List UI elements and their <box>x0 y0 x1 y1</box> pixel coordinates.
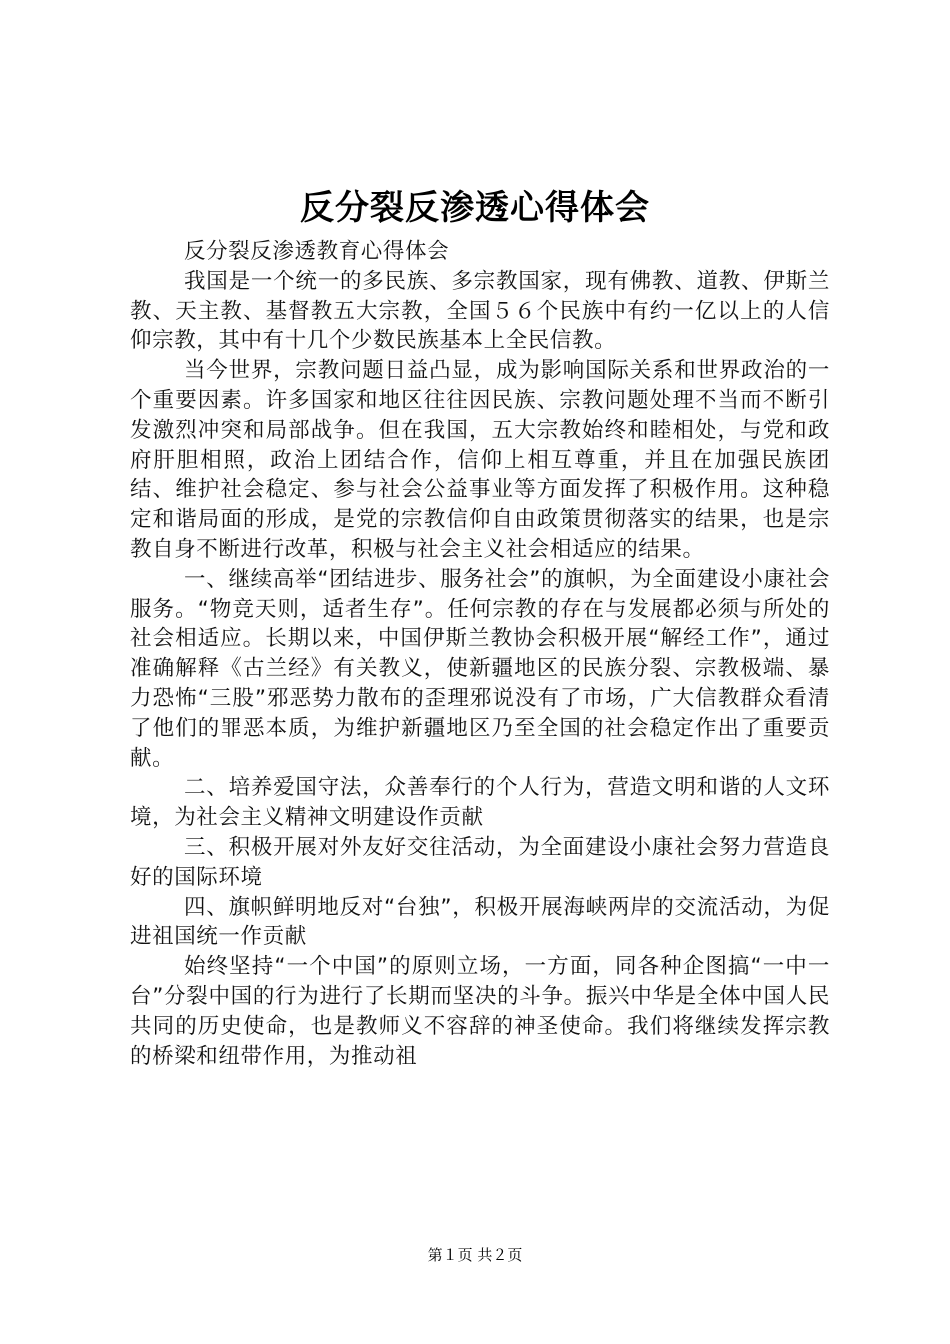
body-paragraph: 当今世界，宗教问题日益凸显，成为影响国际关系和世界政治的一个重要因素。许多国家和地区往往因民族、宗教问题处理不当而不断引发激烈冲突和局部战争。但在我国，五大宗教始终和睦相处，与党和政府肝胆相照，政治上团结合作，信仰上相互尊重，并且在加强民族团结、维护社会稳定、参与社会公益事业等方面发挥了积极作用。这种稳定和谐局面的形成，是党的宗教信仰自由政策贯彻落实的结果，也是宗教自身不断进行改革，积极与社会主义社会相适应的结果。 <box>130 358 830 562</box>
body-paragraph: 一、继续高举“团结进步、服务社会”的旗帜，为全面建设小康社会服务。“物竞天则，适者生存”。任何宗教的存在与发展都必须与所处的社会相适应。长期以来，中国伊斯兰教协会积极开展“解经工作”，通过准确解释《古兰经》有关教义，使新疆地区的民族分裂、宗教极端、暴力恐怖“三股”邪恶势力散布的歪理邪说没有了市场，广大信教群众看清了他们的罪恶本质，为维护新疆地区乃至全国的社会稳定作出了重要贡献。 <box>130 566 830 771</box>
body-paragraph: 四、旗帜鲜明地反对“台独”，积极开展海峡两岸的交流活动，为促进祖国统一作贡献 <box>130 894 830 950</box>
subtitle-paragraph: 反分裂反渗透教育心得体会 <box>184 239 450 264</box>
body-paragraph: 始终坚持“一个中国”的原则立场，一方面，同各种企图搞“一中一台”分裂中国的行为进行了长期而坚决的斗争。振兴中华是全体中国人民共同的历史使命，也是教师义不容辞的神圣使命。我们将继续发挥宗教的桥梁和纽带作用，为推动祖 <box>130 954 830 1069</box>
body-paragraph: 二、培养爱国守法，众善奉行的个人行为，营造文明和谐的人文环境，为社会主义精神文明建设作贡献 <box>130 775 830 831</box>
document-body <box>130 237 830 1071</box>
body-paragraph: 我国是一个统一的多民族、多宗教国家，现有佛教、道教、伊斯兰教、天主教、基督教五大宗教，全国５６个民族中有约一亿以上的人信仰宗教，其中有十几个少数民族基本上全民信教。 <box>130 268 830 354</box>
page-number-footer: 第１页 共２页 <box>427 1246 523 1264</box>
body-paragraph: 三、积极开展对外友好交往活动，为全面建设小康社会努力营造良好的国际环境 <box>130 834 830 890</box>
document-title: 反分裂反渗透心得体会 <box>300 188 650 228</box>
